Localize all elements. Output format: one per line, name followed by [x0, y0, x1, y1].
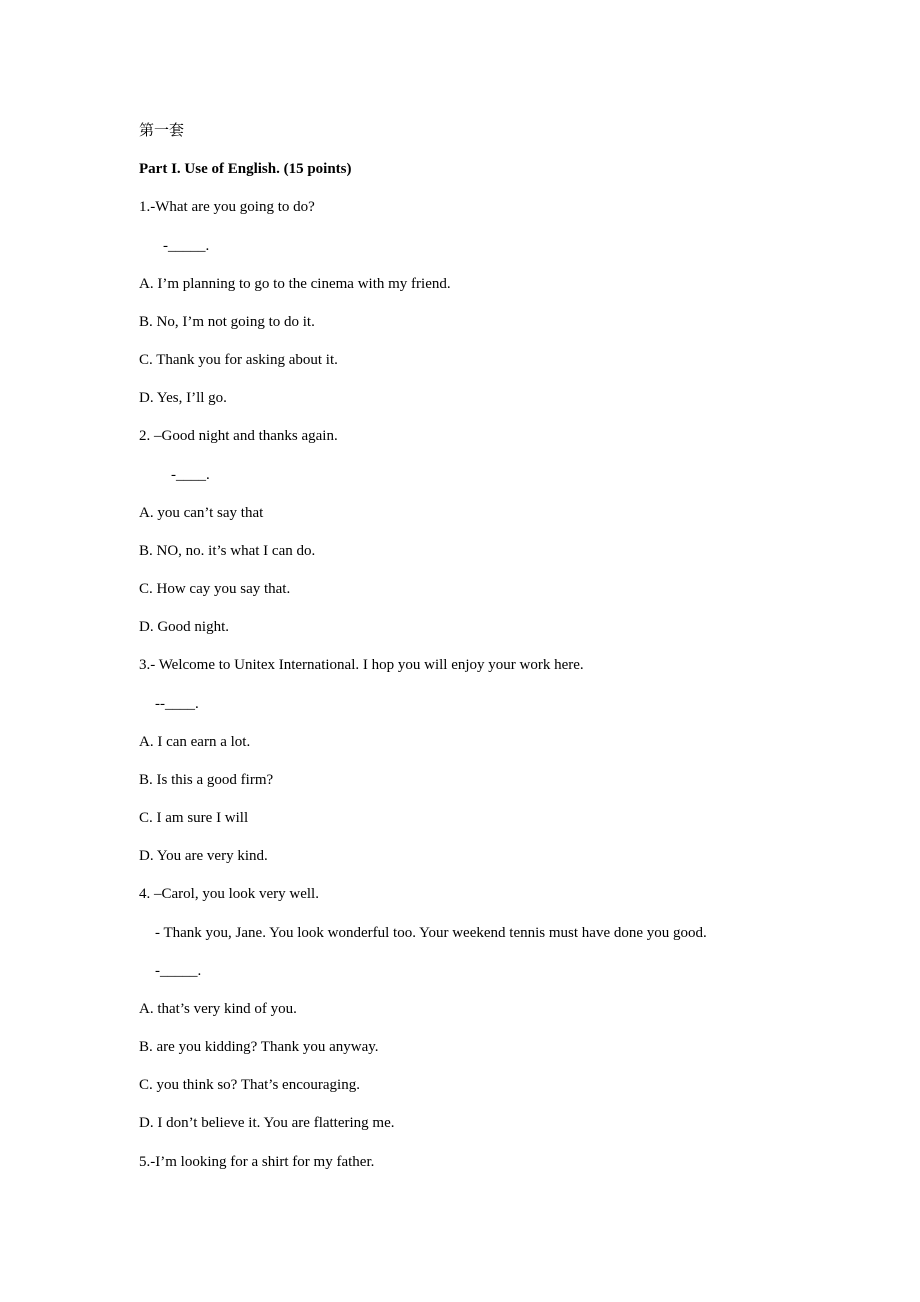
- question-5-prompt: 5.-I’m looking for a shirt for my father.: [139, 1154, 375, 1170]
- question-4-second-line: - Thank you, Jane. You look wonderful too. Your weekend tennis must have done you good.: [155, 925, 707, 941]
- question-2-prompt: 2. –Good night and thanks again.: [139, 428, 338, 444]
- question-3-prompt: 3.- Welcome to Unitex International. I hop you will enjoy your work here.: [139, 657, 584, 673]
- question-4-option-d: D. I don’t believe it. You are flattering me.: [139, 1115, 395, 1131]
- question-4-option-b: B. are you kidding? Thank you anyway.: [139, 1039, 379, 1055]
- question-1-option-c: C. Thank you for asking about it.: [139, 352, 338, 368]
- set-header: 第一套: [139, 123, 185, 139]
- question-4-prompt: 4. –Carol, you look very well.: [139, 886, 319, 902]
- question-4-reply: -_____.: [155, 963, 202, 979]
- part-title: Part I. Use of English. (15 points): [139, 161, 352, 177]
- question-3-reply: --____.: [155, 696, 199, 712]
- question-4-option-a: A. that’s very kind of you.: [139, 1001, 297, 1017]
- question-2-option-a: A. you can’t say that: [139, 505, 264, 521]
- question-2-option-d: D. Good night.: [139, 619, 229, 635]
- question-1-reply: -_____.: [163, 238, 210, 254]
- question-1-prompt: 1.-What are you going to do?: [139, 199, 315, 215]
- question-3-option-c: C. I am sure I will: [139, 810, 249, 826]
- question-1-option-b: B. No, I’m not going to do it.: [139, 314, 315, 330]
- question-4-option-c: C. you think so? That’s encouraging.: [139, 1077, 360, 1093]
- question-1-option-a: A. I’m planning to go to the cinema with my friend.: [139, 276, 451, 292]
- question-3-option-a: A. I can earn a lot.: [139, 734, 251, 750]
- question-3-option-b: B. Is this a good firm?: [139, 772, 274, 788]
- question-2-reply: -____.: [171, 467, 210, 483]
- question-3-option-d: D. You are very kind.: [139, 848, 268, 864]
- question-2-option-b: B. NO, no. it’s what I can do.: [139, 543, 316, 559]
- question-2-option-c: C. How cay you say that.: [139, 581, 291, 597]
- question-1-option-d: D. Yes, I’ll go.: [139, 390, 227, 406]
